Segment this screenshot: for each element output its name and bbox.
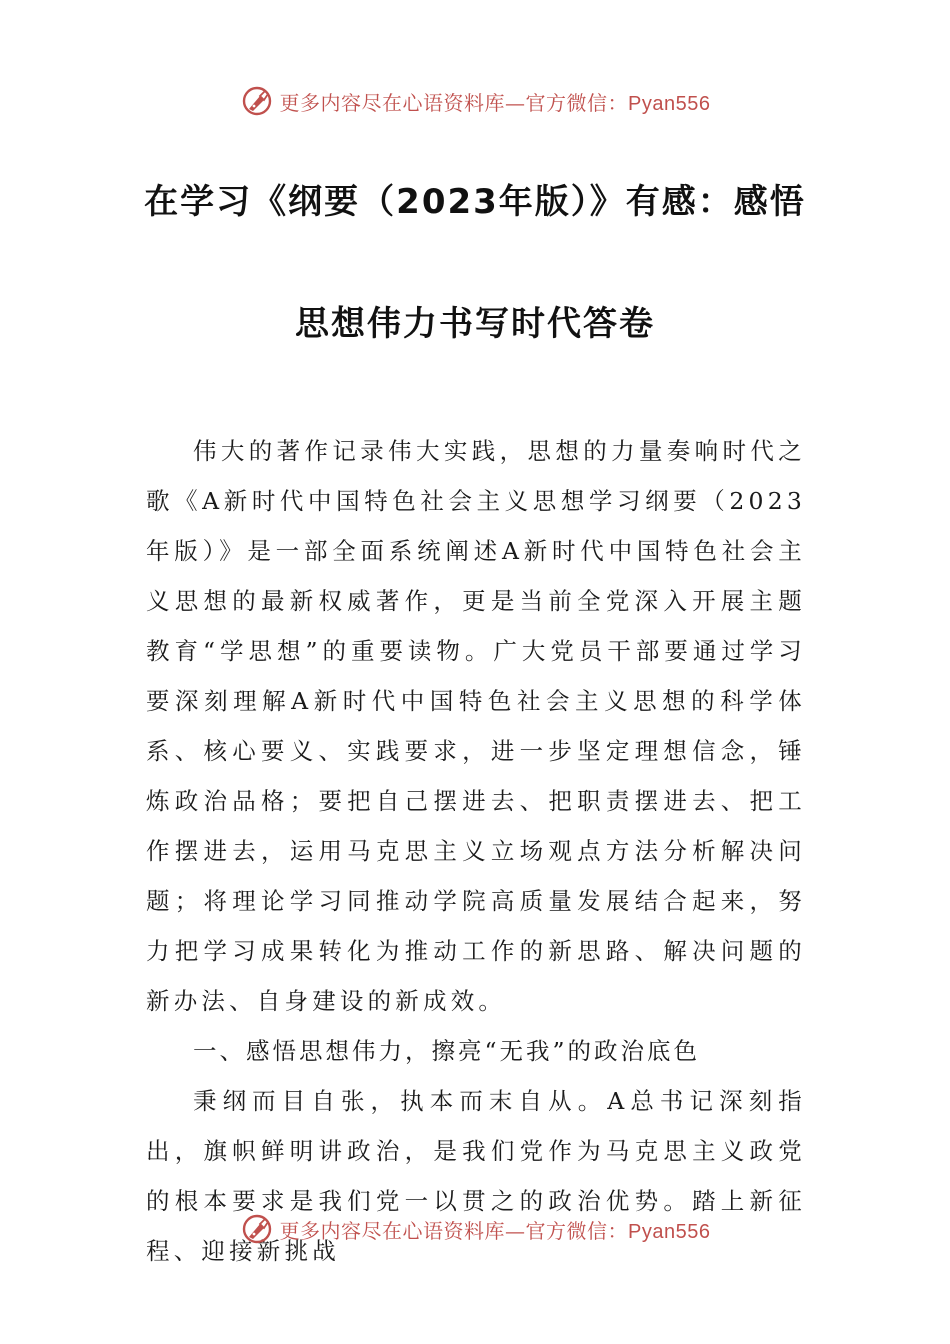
watermark-text: 更多内容尽在心语资料库—官方微信： [279, 1218, 629, 1243]
watermark-wechat-id: Pyan556 [628, 1220, 711, 1243]
watermark-text: 更多内容尽在心语资料库—官方微信： [279, 90, 629, 115]
paragraph-intro: 伟大的著作记录伟大实践，思想的力量奏响时代之歌《A新时代中国特色社会主义思想学习纲要（2023年版）》是一部全面系统阐述A新时代中国特色社会主义思想的最新权威著作，更是当前全党深入开展主题教育“学思想”的重要读物。广大党员干部要通过学习要深刻理解A新时代中国特色社会主义思想的科学体系、核心要义、实践要求，进一步坚定理想信念，锤炼政治品格；要把自己摆进去、把职责摆进去、把工作摆进去，运用马克思主义立场观点方法分析解决问题；将理论学习同推动学院高质量发展结合起来，努力把学习成果转化为推动工作的新思路、解决问题的新办法、自身建设的新成效。 [146, 437, 806, 1015]
section-heading-1: 一、感悟思想伟力，擦亮“无我”的政治底色 [193, 1037, 701, 1065]
pen-nib-logo-icon [240, 1212, 274, 1246]
watermark-wechat-id: Pyan556 [628, 92, 711, 115]
document-title-line-1: 在学习《纲要（2023年版）》有感：感悟 [144, 182, 806, 222]
pen-nib-logo-icon [240, 84, 274, 118]
document-body [146, 426, 806, 1276]
watermark-header [0, 84, 950, 118]
watermark-footer [0, 1212, 950, 1246]
document-title-line-2: 思想伟力书写时代答卷 [295, 304, 655, 344]
paragraph-section-1: 秉纲而目自张，执本而末自从。A总书记深刻指出，旗帜鲜明讲政治，是我们党作为马克思主义政党的根本要求是我们党一以贯之的政治优势。踏上新征程、迎接新挑战 [146, 1087, 806, 1265]
